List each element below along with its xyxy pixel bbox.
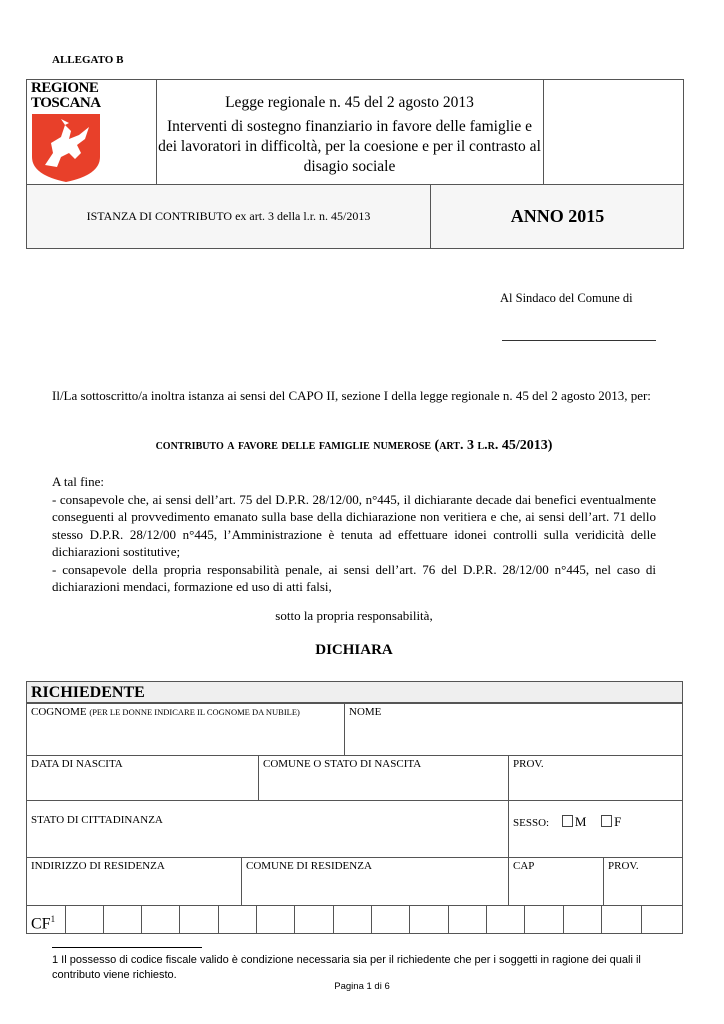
comune-residenza-field[interactable] bbox=[241, 857, 509, 906]
comune-nascita-field[interactable] bbox=[258, 755, 509, 801]
footnote-separator bbox=[52, 947, 202, 948]
anno-label: ANNO 2015 bbox=[510, 206, 605, 226]
a-tal-fine: A tal fine: bbox=[52, 474, 104, 489]
cf-box[interactable] bbox=[563, 905, 602, 934]
cognome-note: (PER LE DONNE INDICARE IL COGNOME DA NUBILE) bbox=[89, 707, 300, 717]
cognome-label: COGNOME bbox=[31, 706, 87, 718]
comune-blank-line[interactable] bbox=[502, 340, 656, 341]
cf-box[interactable] bbox=[409, 905, 449, 934]
cf-box[interactable] bbox=[65, 905, 104, 934]
prov2-label: PROV. bbox=[608, 860, 639, 872]
cf-label: CF bbox=[31, 915, 51, 933]
cf-boxes bbox=[65, 905, 683, 934]
recipient-label: Al Sindaco del Comune di bbox=[500, 291, 633, 305]
prov-nascita-field[interactable] bbox=[508, 755, 683, 801]
sesso-f-checkbox[interactable] bbox=[601, 815, 612, 827]
nome-field[interactable] bbox=[344, 703, 683, 756]
bullet-1: - consapevole che, ai sensi dell’art. 75 del D.P.R. 28/12/00, n°445, il dichiarante decade dai benefici eventualmente conseguenti al provvedimento emanato sulla base della dichiarazione non veritiera e che, ai sensi dell’art. 71 dello stesso D.P.R. 28/12/00 n°445, l’Amministrazione è tenuta ad effettuare idonei controlli sulla veridicità delle dichiarazioni sostitutive; bbox=[52, 491, 656, 559]
logo-line1: REGIONE bbox=[31, 80, 99, 96]
intro-paragraph: Il/La sottoscritto/a inoltra istanza ai sensi del CAPO II, sezione I della legge regionale n. 45 del 2 agosto 2013, per: bbox=[52, 388, 651, 403]
law-subtitle: Interventi di sostegno finanziario in favore delle famiglie e dei lavoratori in difficoltà, per la coesione e per il contrasto al disagio sociale bbox=[158, 118, 541, 175]
cf-box[interactable] bbox=[103, 905, 142, 934]
declarations-block bbox=[52, 473, 656, 596]
comune-nascita-label: COMUNE O STATO DI NASCITA bbox=[263, 758, 422, 770]
cf-box[interactable] bbox=[641, 905, 683, 934]
cf-box[interactable] bbox=[141, 905, 180, 934]
data-nascita-field[interactable] bbox=[26, 755, 259, 801]
cf-box[interactable] bbox=[524, 905, 564, 934]
sesso-f-label: F bbox=[614, 814, 622, 829]
cittadinanza-field[interactable] bbox=[26, 800, 509, 858]
nome-label: NOME bbox=[349, 706, 382, 718]
law-title-cell bbox=[156, 80, 544, 184]
indirizzo-field[interactable] bbox=[26, 857, 242, 906]
cf-box[interactable] bbox=[218, 905, 257, 934]
istanza-label: ISTANZA DI CONTRIBUTO ex art. 3 della l.r. n. 45/2013 bbox=[27, 185, 431, 248]
bullet-2: - consapevole della propria responsabilità penale, ai sensi dell’art. 76 del D.P.R. 28/12/00 n°445, nel caso di dichiarazioni mendaci, formazione ed uso di atti falsi, bbox=[52, 561, 656, 594]
indirizzo-label: INDIRIZZO DI RESIDENZA bbox=[31, 860, 165, 872]
pegasus-shield-icon bbox=[31, 113, 101, 183]
richiedente-section-title: RICHIEDENTE bbox=[26, 681, 683, 703]
istanza-box bbox=[26, 185, 684, 249]
cf-box[interactable] bbox=[333, 905, 372, 934]
cf-label-cell bbox=[26, 905, 66, 934]
cf-box[interactable] bbox=[179, 905, 219, 934]
sesso-m-label: M bbox=[574, 814, 587, 829]
cf-box[interactable] bbox=[486, 905, 525, 934]
law-title: Legge regionale n. 45 del 2 agosto 2013 bbox=[225, 94, 474, 111]
sesso-label: SESSO: bbox=[513, 817, 550, 829]
comune-residenza-label: COMUNE DI RESIDENZA bbox=[246, 860, 372, 872]
data-nascita-label: DATA DI NASCITA bbox=[31, 758, 123, 770]
footnote: 1 Il possesso di codice fiscale valido è condizione necessaria sia per il richiedente che per i soggetti in ragione dei quali il contributo viene richiesto. bbox=[52, 954, 641, 981]
allegato-label: ALLEGATO B bbox=[52, 54, 124, 66]
logo-line2: TOSCANA bbox=[31, 95, 101, 111]
header-box bbox=[26, 79, 684, 185]
contributo-heading: contributo a favore delle famiglie numerose (art. 3 l.r. 45/2013) bbox=[155, 438, 553, 453]
cf-box[interactable] bbox=[256, 905, 295, 934]
dichiara-heading: DICHIARA bbox=[315, 642, 393, 658]
regione-logo bbox=[27, 80, 157, 184]
cf-box[interactable] bbox=[294, 905, 334, 934]
responsabilita-text: sotto la propria responsabilità, bbox=[275, 608, 433, 623]
cf-box[interactable] bbox=[371, 905, 410, 934]
cf-box[interactable] bbox=[448, 905, 487, 934]
cf-box[interactable] bbox=[601, 905, 642, 934]
sesso-m-checkbox[interactable] bbox=[562, 815, 573, 827]
prov-label: PROV. bbox=[513, 758, 544, 770]
sesso-field bbox=[508, 800, 683, 858]
cittadinanza-label: STATO DI CITTADINANZA bbox=[31, 814, 163, 826]
cf-footnote-ref: 1 bbox=[50, 914, 56, 924]
page-number: Pagina 1 di 6 bbox=[334, 981, 390, 992]
cap-field[interactable] bbox=[508, 857, 604, 906]
cap-label: CAP bbox=[513, 860, 535, 872]
cognome-field[interactable] bbox=[26, 703, 345, 756]
prov-residenza-field[interactable] bbox=[603, 857, 683, 906]
